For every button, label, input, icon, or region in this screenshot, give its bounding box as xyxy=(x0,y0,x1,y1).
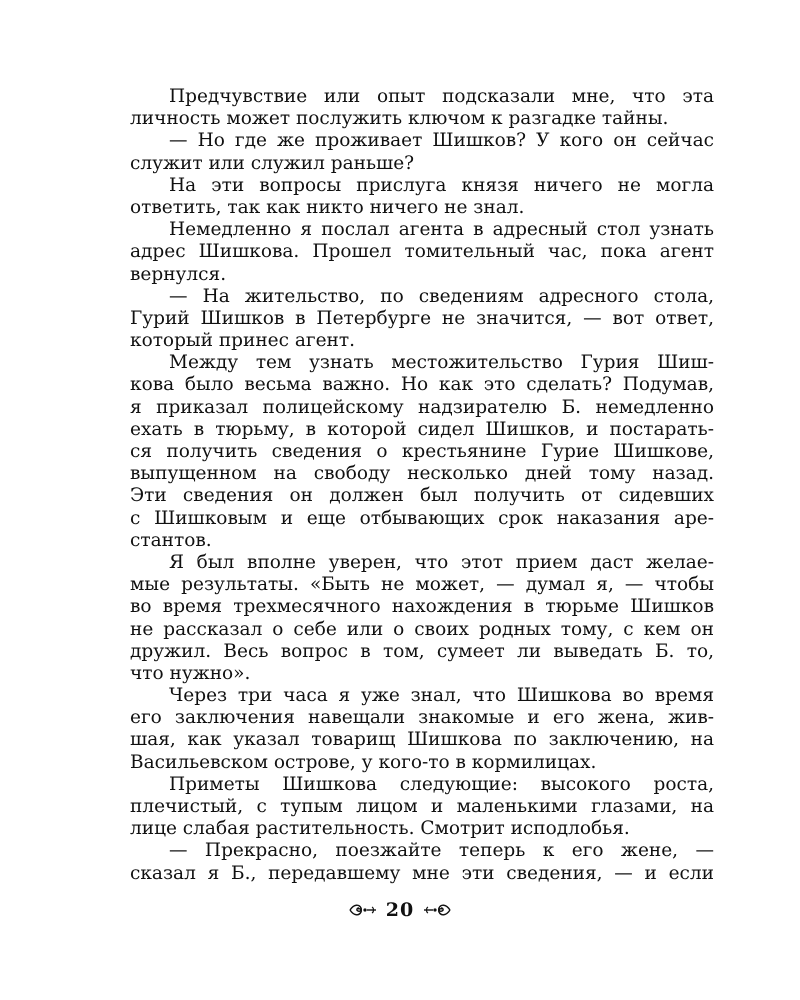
text-line: дружил. Весь вопрос в том, сумеет ли выведать Б. то, xyxy=(130,640,714,662)
text-line: Я был вполне уверен, что этот прием даст желае- xyxy=(169,551,714,573)
text-line: вернулся. xyxy=(130,263,227,285)
text-line: Приметы Шишкова следующие: высокого роста, xyxy=(169,773,714,795)
text-line: ответить, так как никто ничего не знал. xyxy=(130,196,525,218)
text-line: Между тем узнать местожительство Гурия Шиш- xyxy=(169,352,714,374)
page-footer xyxy=(0,897,800,923)
text-line: Гурий Шишков в Петербурге не значится, — вот ответ, xyxy=(130,307,714,329)
text-line: выпущенном на свободу несколько дней тому назад. xyxy=(130,463,714,485)
text-line: который принес агент. xyxy=(130,330,355,352)
fleuron-left-icon xyxy=(348,902,378,918)
text-line: стантов. xyxy=(130,529,212,551)
text-line: Через три часа я уже знал, что Шишкова во время xyxy=(169,685,714,707)
text-line: я приказал полицейскому надзирателю Б. немедленно xyxy=(130,396,714,418)
text-line: кова было весьма важно. Но как это сделать? Подумав, xyxy=(130,374,714,396)
text-line: служит или служил раньше? xyxy=(130,152,415,174)
text-line: не рассказал о себе или о своих родных тому, с кем он xyxy=(130,618,714,640)
text-line: мые результаты. «Быть не может, — думал я, — чтобы xyxy=(130,574,714,596)
text-line: — На жительство, по сведениям адресного стола, xyxy=(169,285,714,307)
body-text xyxy=(130,86,714,885)
text-line: На эти вопросы прислуга князя ничего не могла xyxy=(169,174,714,196)
text-line: плечистый, с тупым лицом и маленькими глазами, на xyxy=(130,796,714,817)
text-line: ехать в тюрьму, в которой сидел Шишков, и постарать- xyxy=(130,418,714,440)
text-line: сказал я Б., передавшему мне эти сведения, — и если xyxy=(130,862,714,884)
text-line: Васильевском острове, у кого-то в кормилицах. xyxy=(130,751,597,773)
text-line: Немедленно я послал агента в адресный стол узнать xyxy=(169,219,714,241)
page-number: 20 xyxy=(385,899,415,921)
text-line: шая, как указал товарищ Шишкова по заключению, на xyxy=(130,729,714,751)
text-line: ся получить сведения о крестьянине Гурие Шишкове, xyxy=(130,441,714,462)
text-line: Предчувствие или опыт подсказали мне, что эта xyxy=(169,86,714,107)
text-line: личность может послужить ключом к разгадке тайны. xyxy=(130,108,669,130)
text-line: адрес Шишкова. Прошел томительный час, пока агент xyxy=(130,241,714,263)
text-line: во время трехмесячного нахождения в тюрьме Шишков xyxy=(130,596,714,618)
text-line: — Но где же проживает Шишков? У кого он сейчас xyxy=(169,130,714,152)
text-line: Эти сведения он должен был получить от сидевших xyxy=(130,485,714,507)
text-line: с Шишковым и еще отбывающих срок наказания аре- xyxy=(130,507,714,529)
text-line: что нужно». xyxy=(130,662,251,684)
text-line: — Прекрасно, поезжайте теперь к его жене, — xyxy=(169,840,714,862)
text-line: его заключения навещали знакомые и его жена, жив- xyxy=(130,707,714,729)
fleuron-right-icon xyxy=(422,902,452,918)
text-line: лице слабая растительность. Смотрит исподлобья. xyxy=(130,818,630,840)
